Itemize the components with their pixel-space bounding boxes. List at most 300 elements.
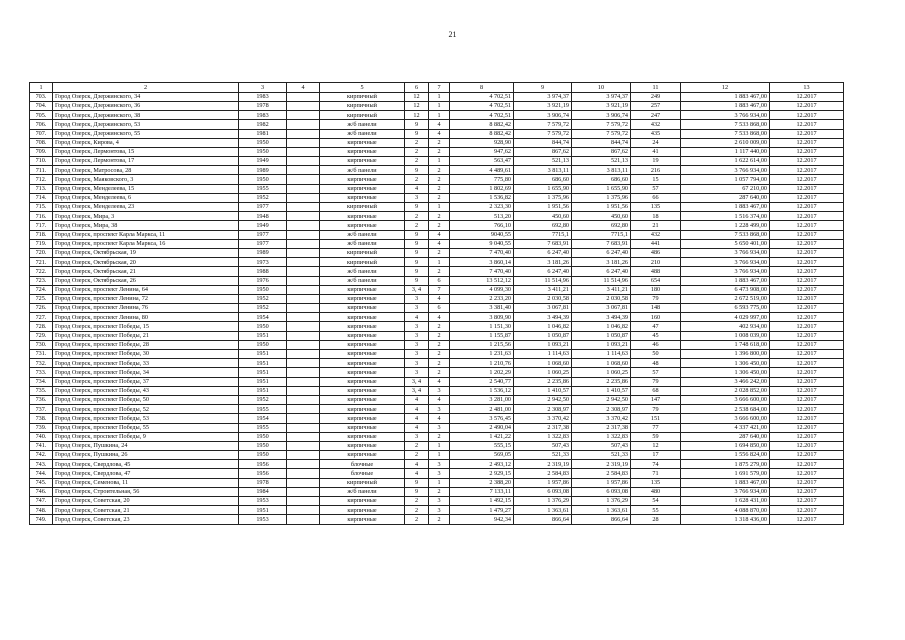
cost-cell: 3 766 934,00 xyxy=(681,166,770,175)
table-row xyxy=(30,147,844,156)
entrances-cell: 2 xyxy=(429,184,450,193)
residents-cell: 79 xyxy=(631,405,681,414)
residents-cell: 68 xyxy=(631,386,681,395)
residents-cell: 160 xyxy=(631,313,681,322)
cost-cell: 3 766 934,00 xyxy=(681,487,770,496)
entrances-cell: 2 xyxy=(429,340,450,349)
table-row xyxy=(30,92,844,101)
column-header-3: 3 xyxy=(239,83,287,93)
wall-material-cell: кирпичные xyxy=(320,506,405,515)
cost-cell: 1 622 614,00 xyxy=(681,157,770,166)
col-4-empty-cell xyxy=(287,239,320,248)
row-number-cell: 704. xyxy=(30,101,53,110)
living-area-cell: 1 068,60 xyxy=(514,359,572,368)
cost-cell: 1 875 279,00 xyxy=(681,460,770,469)
wall-material-cell: кирпичные xyxy=(320,386,405,395)
table-row xyxy=(30,175,844,184)
living-area-cell: 1 951,56 xyxy=(514,203,572,212)
residential-area-cell: 6 247,40 xyxy=(572,248,631,257)
deadline-cell: 12.2017 xyxy=(770,230,844,239)
address-cell: Город Озерск, Дзержинского, 34 xyxy=(53,92,239,101)
entrances-cell: 1 xyxy=(429,478,450,487)
residents-cell: 148 xyxy=(631,304,681,313)
total-area-cell: 775,80 xyxy=(450,175,514,184)
col-4-empty-cell xyxy=(287,285,320,294)
living-area-cell: 450,60 xyxy=(514,212,572,221)
floors-cell: 9 xyxy=(405,120,429,129)
cost-cell: 1 628 431,00 xyxy=(681,497,770,506)
total-area-cell: 3 860,14 xyxy=(450,258,514,267)
cost-cell: 7 533 868,00 xyxy=(681,230,770,239)
living-area-cell: 2 235,86 xyxy=(514,377,572,386)
address-cell: Город Озерск, Октябрьская, 21 xyxy=(53,267,239,276)
residents-cell: 59 xyxy=(631,432,681,441)
floors-cell: 3 xyxy=(405,359,429,368)
wall-material-cell: кирпичные xyxy=(320,184,405,193)
floors-cell: 3 xyxy=(405,322,429,331)
living-area-cell: 521,13 xyxy=(514,157,572,166)
entrances-cell: 2 xyxy=(429,322,450,331)
row-number-cell: 731. xyxy=(30,350,53,359)
living-area-cell: 2 319,19 xyxy=(514,460,572,469)
deadline-cell: 12.2017 xyxy=(770,313,844,322)
wall-material-cell: кирпичный xyxy=(320,92,405,101)
build-year-cell: 1982 xyxy=(239,120,287,129)
entrances-cell: 1 xyxy=(429,111,450,120)
column-header-1: 1 xyxy=(30,83,53,93)
cost-cell: 2 610 009,00 xyxy=(681,138,770,147)
build-year-cell: 1952 xyxy=(239,395,287,404)
wall-material-cell: кирпичный xyxy=(320,258,405,267)
row-number-cell: 712. xyxy=(30,175,53,184)
cost-cell: 1 057 794,00 xyxy=(681,175,770,184)
wall-material-cell: кирпичный xyxy=(320,248,405,257)
table-row xyxy=(30,377,844,386)
address-cell: Город Озерск, проспект Победы, 9 xyxy=(53,432,239,441)
living-area-cell: 1 050,87 xyxy=(514,331,572,340)
cost-cell: 7 533 868,00 xyxy=(681,120,770,129)
residential-area-cell: 7 683,91 xyxy=(572,239,631,248)
residents-cell: 19 xyxy=(631,157,681,166)
residents-cell: 17 xyxy=(631,451,681,460)
total-area-cell: 9 040,55 xyxy=(450,239,514,248)
residents-cell: 147 xyxy=(631,395,681,404)
table-row xyxy=(30,193,844,202)
wall-material-cell: кирпичные xyxy=(320,414,405,423)
table-row xyxy=(30,138,844,147)
residents-cell: 18 xyxy=(631,212,681,221)
address-cell: Город Озерск, проспект Победы, 52 xyxy=(53,405,239,414)
floors-cell: 4 xyxy=(405,313,429,322)
wall-material-cell: кирпичные xyxy=(320,331,405,340)
cost-cell: 1 306 450,00 xyxy=(681,359,770,368)
table-row xyxy=(30,203,844,212)
deadline-cell: 12.2017 xyxy=(770,395,844,404)
row-number-cell: 725. xyxy=(30,294,53,303)
address-cell: Город Озерск, Маяковского, 3 xyxy=(53,175,239,184)
living-area-cell: 3 067,81 xyxy=(514,304,572,313)
wall-material-cell: кирпичные xyxy=(320,405,405,414)
residents-cell: 50 xyxy=(631,350,681,359)
floors-cell: 2 xyxy=(405,451,429,460)
col-4-empty-cell xyxy=(287,350,320,359)
build-year-cell: 1983 xyxy=(239,92,287,101)
residents-cell: 28 xyxy=(631,515,681,524)
row-number-cell: 726. xyxy=(30,304,53,313)
cost-cell: 5 650 401,00 xyxy=(681,239,770,248)
residents-cell: 435 xyxy=(631,129,681,138)
deadline-cell: 12.2017 xyxy=(770,184,844,193)
residents-cell: 216 xyxy=(631,166,681,175)
entrances-cell: 4 xyxy=(429,230,450,239)
build-year-cell: 1955 xyxy=(239,184,287,193)
residential-area-cell: 2 308,97 xyxy=(572,405,631,414)
col-4-empty-cell xyxy=(287,441,320,450)
col-4-empty-cell xyxy=(287,313,320,322)
residential-area-cell: 3 370,42 xyxy=(572,414,631,423)
entrances-cell: 2 xyxy=(429,193,450,202)
wall-material-cell: кирпичные xyxy=(320,441,405,450)
deadline-cell: 12.2017 xyxy=(770,405,844,414)
total-area-cell: 2 233,20 xyxy=(450,294,514,303)
table-row xyxy=(30,460,844,469)
living-area-cell: 1 957,86 xyxy=(514,478,572,487)
floors-cell: 3 xyxy=(405,340,429,349)
residents-cell: 432 xyxy=(631,230,681,239)
residential-area-cell: 2 030,58 xyxy=(572,294,631,303)
total-area-cell: 1 155,87 xyxy=(450,331,514,340)
deadline-cell: 12.2017 xyxy=(770,166,844,175)
deadline-cell: 12.2017 xyxy=(770,441,844,450)
entrances-cell: 6 xyxy=(429,304,450,313)
residential-area-cell: 686,60 xyxy=(572,175,631,184)
address-cell: Город Озерск, Мира, 3 xyxy=(53,212,239,221)
row-number-cell: 729. xyxy=(30,331,53,340)
build-year-cell: 1981 xyxy=(239,129,287,138)
total-area-cell: 2 388,20 xyxy=(450,478,514,487)
living-area-cell: 3 494,39 xyxy=(514,313,572,322)
residential-area-cell: 3 921,19 xyxy=(572,101,631,110)
floors-cell: 2 xyxy=(405,515,429,524)
row-number-cell: 734. xyxy=(30,377,53,386)
row-number-cell: 748. xyxy=(30,506,53,515)
deadline-cell: 12.2017 xyxy=(770,377,844,386)
floors-cell: 4 xyxy=(405,460,429,469)
living-area-cell: 6 247,40 xyxy=(514,267,572,276)
deadline-cell: 12.2017 xyxy=(770,111,844,120)
row-number-cell: 739. xyxy=(30,423,53,432)
entrances-cell: 2 xyxy=(429,248,450,257)
row-number-cell: 728. xyxy=(30,322,53,331)
floors-cell: 9 xyxy=(405,230,429,239)
deadline-cell: 12.2017 xyxy=(770,515,844,524)
col-4-empty-cell xyxy=(287,451,320,460)
residents-cell: 15 xyxy=(631,175,681,184)
col-4-empty-cell xyxy=(287,203,320,212)
total-area-cell: 1 231,63 xyxy=(450,350,514,359)
entrances-cell: 4 xyxy=(429,377,450,386)
total-area-cell: 3 381,40 xyxy=(450,304,514,313)
address-cell: Город Озерск, Менделеева, 6 xyxy=(53,193,239,202)
living-area-cell: 1 655,90 xyxy=(514,184,572,193)
floors-cell: 9 xyxy=(405,166,429,175)
wall-material-cell: ж/б панели xyxy=(320,166,405,175)
residential-area-cell: 3 411,21 xyxy=(572,285,631,294)
residential-area-cell: 1 114,63 xyxy=(572,350,631,359)
address-cell: Город Озерск, Октябрьская, 19 xyxy=(53,248,239,257)
entrances-cell: 2 xyxy=(429,331,450,340)
address-cell: Город Озерск, проспект Ленина, 64 xyxy=(53,285,239,294)
living-area-cell: 1 376,29 xyxy=(514,497,572,506)
residents-cell: 46 xyxy=(631,340,681,349)
address-cell: Город Озерск, проспект Победы, 37 xyxy=(53,377,239,386)
table-row xyxy=(30,386,844,395)
deadline-cell: 12.2017 xyxy=(770,460,844,469)
wall-material-cell: ж/б панели xyxy=(320,120,405,129)
residential-area-cell: 844,74 xyxy=(572,138,631,147)
living-area-cell: 3 813,11 xyxy=(514,166,572,175)
build-year-cell: 1977 xyxy=(239,239,287,248)
total-area-cell: 2 490,04 xyxy=(450,423,514,432)
living-area-cell: 686,60 xyxy=(514,175,572,184)
deadline-cell: 12.2017 xyxy=(770,147,844,156)
living-area-cell: 1 410,57 xyxy=(514,386,572,395)
total-area-cell: 4 702,51 xyxy=(450,111,514,120)
residents-cell: 74 xyxy=(631,460,681,469)
address-cell: Город Озерск, проспект Победы, 30 xyxy=(53,350,239,359)
table-row xyxy=(30,258,844,267)
row-number-cell: 727. xyxy=(30,313,53,322)
row-number-cell: 703. xyxy=(30,92,53,101)
residential-area-cell: 1 951,56 xyxy=(572,203,631,212)
living-area-cell: 7 683,91 xyxy=(514,239,572,248)
cost-cell: 7 533 868,00 xyxy=(681,129,770,138)
wall-material-cell: кирпичные xyxy=(320,497,405,506)
residents-cell: 45 xyxy=(631,331,681,340)
deadline-cell: 12.2017 xyxy=(770,350,844,359)
wall-material-cell: кирпичные xyxy=(320,377,405,386)
residential-area-cell: 7 579,72 xyxy=(572,120,631,129)
address-cell: Город Озерск, проспект Победы, 55 xyxy=(53,423,239,432)
living-area-cell: 1 322,83 xyxy=(514,432,572,441)
cost-cell: 3 766 934,00 xyxy=(681,111,770,120)
residential-area-cell: 3 813,11 xyxy=(572,166,631,175)
residential-area-cell: 11 514,96 xyxy=(572,276,631,285)
residential-area-cell: 6 093,08 xyxy=(572,487,631,496)
build-year-cell: 1950 xyxy=(239,451,287,460)
address-cell: Город Озерск, проспект Победы, 53 xyxy=(53,414,239,423)
cost-cell: 1 883 467,00 xyxy=(681,101,770,110)
address-cell: Город Озерск, Семенова, 11 xyxy=(53,478,239,487)
build-year-cell: 1952 xyxy=(239,294,287,303)
deadline-cell: 12.2017 xyxy=(770,478,844,487)
floors-cell: 3, 4 xyxy=(405,285,429,294)
residents-cell: 71 xyxy=(631,469,681,478)
entrances-cell: 1 xyxy=(429,203,450,212)
wall-material-cell: кирпичные xyxy=(320,395,405,404)
entrances-cell: 3 xyxy=(429,460,450,469)
address-cell: Город Озерск, Дзержинского, 55 xyxy=(53,129,239,138)
total-area-cell: 1 215,56 xyxy=(450,340,514,349)
wall-material-cell: ж/б панели xyxy=(320,239,405,248)
entrances-cell: 2 xyxy=(429,487,450,496)
living-area-cell: 1 363,61 xyxy=(514,506,572,515)
residential-area-cell: 7715,1 xyxy=(572,230,631,239)
total-area-cell: 7 470,40 xyxy=(450,248,514,257)
wall-material-cell: ж/б панели xyxy=(320,487,405,496)
address-cell: Город Озерск, Советская, 20 xyxy=(53,497,239,506)
row-number-cell: 742. xyxy=(30,451,53,460)
address-cell: Город Озерск, проспект Победы, 28 xyxy=(53,340,239,349)
wall-material-cell: кирпичные xyxy=(320,138,405,147)
residents-cell: 249 xyxy=(631,92,681,101)
row-number-cell: 736. xyxy=(30,395,53,404)
address-cell: Город Озерск, проспект Ленина, 72 xyxy=(53,294,239,303)
entrances-cell: 4 xyxy=(429,313,450,322)
table-row xyxy=(30,285,844,294)
total-area-cell: 8 882,42 xyxy=(450,129,514,138)
wall-material-cell: кирпичные xyxy=(320,221,405,230)
address-cell: Город Озерск, Мира, 38 xyxy=(53,221,239,230)
build-year-cell: 1952 xyxy=(239,304,287,313)
residential-area-cell: 3 067,81 xyxy=(572,304,631,313)
table-row xyxy=(30,451,844,460)
col-4-empty-cell xyxy=(287,157,320,166)
address-cell: Город Озерск, проспект Победы, 43 xyxy=(53,386,239,395)
residents-cell: 79 xyxy=(631,294,681,303)
deadline-cell: 12.2017 xyxy=(770,129,844,138)
living-area-cell: 2 030,58 xyxy=(514,294,572,303)
row-number-cell: 715. xyxy=(30,203,53,212)
floors-cell: 3 xyxy=(405,193,429,202)
entrances-cell: 1 xyxy=(429,441,450,450)
floors-cell: 3 xyxy=(405,331,429,340)
wall-material-cell: кирпичные xyxy=(320,304,405,313)
deadline-cell: 12.2017 xyxy=(770,212,844,221)
living-area-cell: 867,62 xyxy=(514,147,572,156)
row-number-cell: 749. xyxy=(30,515,53,524)
table-row xyxy=(30,239,844,248)
entrances-cell: 3 xyxy=(429,405,450,414)
entrances-cell: 1 xyxy=(429,101,450,110)
floors-cell: 2 xyxy=(405,138,429,147)
living-area-cell: 6 247,40 xyxy=(514,248,572,257)
build-year-cell: 1950 xyxy=(239,432,287,441)
row-number-cell: 737. xyxy=(30,405,53,414)
residential-area-cell: 2 942,50 xyxy=(572,395,631,404)
build-year-cell: 1950 xyxy=(239,322,287,331)
wall-material-cell: кирпичный xyxy=(320,203,405,212)
address-cell: Город Озерск, Советская, 23 xyxy=(53,515,239,524)
cost-cell: 1 748 618,00 xyxy=(681,340,770,349)
wall-material-cell: кирпичный xyxy=(320,101,405,110)
col-4-empty-cell xyxy=(287,478,320,487)
row-number-cell: 707. xyxy=(30,129,53,138)
col-4-empty-cell xyxy=(287,129,320,138)
wall-material-cell: блочные xyxy=(320,460,405,469)
table-row xyxy=(30,506,844,515)
table-row xyxy=(30,359,844,368)
total-area-cell: 3 576,45 xyxy=(450,414,514,423)
total-area-cell: 4 702,51 xyxy=(450,92,514,101)
table-row xyxy=(30,221,844,230)
floors-cell: 2 xyxy=(405,221,429,230)
floors-cell: 9 xyxy=(405,129,429,138)
wall-material-cell: ж/б панели xyxy=(320,129,405,138)
cost-cell: 1 008 039,00 xyxy=(681,331,770,340)
deadline-cell: 12.2017 xyxy=(770,497,844,506)
cost-cell: 4 029 997,00 xyxy=(681,313,770,322)
address-cell: Город Озерск, Менделеева, 15 xyxy=(53,184,239,193)
cost-cell: 3 766 934,00 xyxy=(681,248,770,257)
residents-cell: 24 xyxy=(631,138,681,147)
col-4-empty-cell xyxy=(287,248,320,257)
total-area-cell: 3 281,00 xyxy=(450,395,514,404)
build-year-cell: 1951 xyxy=(239,359,287,368)
row-number-cell: 705. xyxy=(30,111,53,120)
residential-area-cell: 1 068,60 xyxy=(572,359,631,368)
wall-material-cell: кирпичные xyxy=(320,157,405,166)
deadline-cell: 12.2017 xyxy=(770,451,844,460)
table-row xyxy=(30,414,844,423)
deadline-cell: 12.2017 xyxy=(770,386,844,395)
cost-cell: 402 934,00 xyxy=(681,322,770,331)
build-year-cell: 1953 xyxy=(239,497,287,506)
col-4-empty-cell xyxy=(287,405,320,414)
row-number-cell: 735. xyxy=(30,386,53,395)
floors-cell: 9 xyxy=(405,203,429,212)
entrances-cell: 1 xyxy=(429,258,450,267)
residential-area-cell: 1 050,87 xyxy=(572,331,631,340)
column-number-header-row xyxy=(30,83,844,93)
row-number-cell: 713. xyxy=(30,184,53,193)
residents-cell: 210 xyxy=(631,258,681,267)
total-area-cell: 928,90 xyxy=(450,138,514,147)
residential-area-cell: 3 974,37 xyxy=(572,92,631,101)
build-year-cell: 1949 xyxy=(239,221,287,230)
residential-area-cell: 3 494,39 xyxy=(572,313,631,322)
deadline-cell: 12.2017 xyxy=(770,414,844,423)
build-year-cell: 1956 xyxy=(239,460,287,469)
residential-area-cell: 1 060,25 xyxy=(572,368,631,377)
deadline-cell: 12.2017 xyxy=(770,175,844,184)
cost-cell: 4 337 421,00 xyxy=(681,423,770,432)
deadline-cell: 12.2017 xyxy=(770,331,844,340)
table-row xyxy=(30,120,844,129)
floors-cell: 2 xyxy=(405,147,429,156)
col-4-empty-cell xyxy=(287,414,320,423)
total-area-cell: 4 099,30 xyxy=(450,285,514,294)
col-4-empty-cell xyxy=(287,304,320,313)
col-4-empty-cell xyxy=(287,175,320,184)
cost-cell: 3 766 934,00 xyxy=(681,258,770,267)
build-year-cell: 1950 xyxy=(239,340,287,349)
residents-cell: 441 xyxy=(631,239,681,248)
build-year-cell: 1950 xyxy=(239,147,287,156)
row-number-cell: 711. xyxy=(30,166,53,175)
column-header-2: 2 xyxy=(53,83,239,93)
cost-cell: 6 593 775,00 xyxy=(681,304,770,313)
total-area-cell: 7 133,11 xyxy=(450,487,514,496)
total-area-cell: 4 489,61 xyxy=(450,166,514,175)
deadline-cell: 12.2017 xyxy=(770,294,844,303)
row-number-cell: 717. xyxy=(30,221,53,230)
floors-cell: 3, 4 xyxy=(405,386,429,395)
residents-cell: 12 xyxy=(631,441,681,450)
residential-area-cell: 866,64 xyxy=(572,515,631,524)
build-year-cell: 1953 xyxy=(239,515,287,524)
cost-cell: 4 088 870,00 xyxy=(681,506,770,515)
